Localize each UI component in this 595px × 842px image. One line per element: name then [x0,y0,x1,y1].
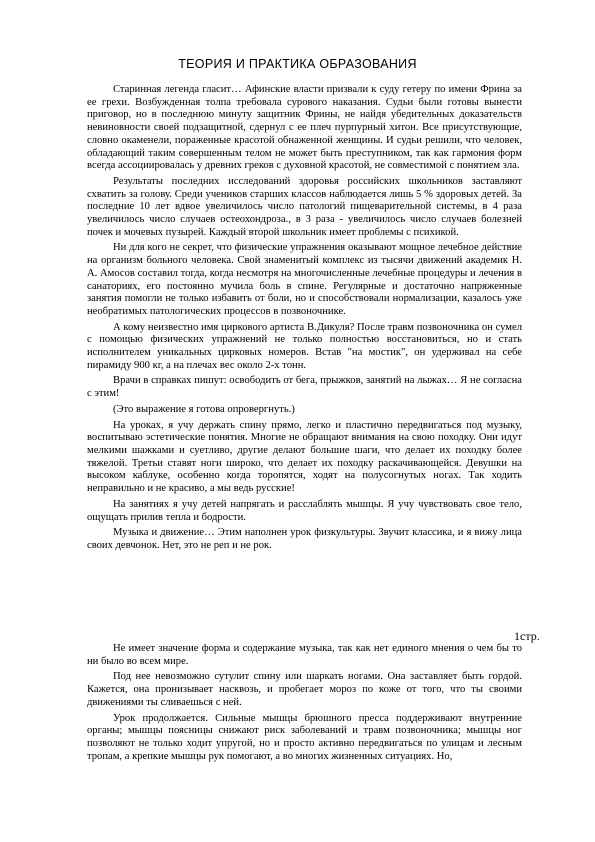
paragraph-refute: (Это выражение я готова опровергнуть.) [113,403,295,415]
page-title: ТЕОРИЯ И ПРАКТИКА ОБРАЗОВАНИЯ [178,57,417,71]
paragraph-posture: Под нее невозможно сутулит спину или шаркать ногами. Она заставляет быть гордой. Кажется, она пронизывает насквозь, и пробегает мороз по коже от того, что ты своими движениями ты сливаешься с ней. [87,671,522,708]
paragraph-doctors: Врачи в справках пишут: освободить от бега, прыжков, занятий на лыжах… Я не согласна с этим! [87,375,522,400]
page-number: 1стр. [514,629,540,643]
text-block-main [87,84,522,556]
paragraph-legend: Старинная легенда гласит… Афинские власти призвали к суду гетеру по имени Фрина за ее грехи. Возбужденная толпа требовала сурового наказания. Судьи были готовы вынести приговор, но в последнюю минуту защитник Фрины, не найдя убедительных доказательств невиновности своей подзащитной, сдернул с ее плеч пурпурный хитон. Все присутствующие, словно окаменели, пораженные красотой обнаженной женщины. И судьи решили, что человек, обладающий таким совершенным телом не может быть преступником, так как гармония форм всегда ассоциировалась у древних греков с духовной красотой, не совместимой с понятием зла. [87,84,522,172]
paragraph-music: Музыка и движение… Этим наполнен урок физкультуры. Звучит классика, и я вижу лица своих девчонок. Нет, это не реп и не рок. [87,527,522,551]
paragraph-music-form: Не имеет значение форма и содержание музыка, так как нет единого мнения о чем бы то ни было во всем мире. [87,643,522,667]
paragraph-muscles: На занятиях я учу детей напрягать и расслаблять мышцы. Я учу чувствовать свое тело, ощущать прилив тепла и бодрости. [87,498,522,523]
paragraph-amosov: Ни для кого не секрет, что физические упражнения оказывают мощное лечебное действие на организм больного человека. Свой знаменитый комплекс из тысячи движений академик Н. А. Амосов составил тогда, когда несмотря на многочисленные лечебные процедуры и лечения в санаториях, его постоянно мучила боль в спине. Регулярные и достаточно напряженные занятия помогли не только избавить от боли, но и способствовали нормализации, казалось уже необратимых патологических процессов в позвоночнике. [87,242,522,317]
text-block-continued [87,643,522,766]
paragraph-dikul: А кому неизвестно имя циркового артиста В.Дикуля? После травм позвоночника он сумел с помощью физических упражнений не только полностью восстановиться, но и стать исполнителем уникальных цирковых номеров. Встав "на мостик", он удерживал на себе пирамиду 900 кг, а на плечах вес около 2-х тонн. [87,321,522,371]
paragraph-research: Результаты последних исследований здоровья российских школьников заставляют схватить за голову. Среди учеников старших классов наблюдается лишь 5 % здоровых детей. За последние 10 лет вдвое увеличилось число патологий пищеварительной системы, в 4 раза увеличилось число случаев остеохондроза., в 3 раза - увеличилось число случаев болезней почек и мочевых пузырей. Каждый второй школьник имеет проблемы с психикой. [87,175,522,238]
paragraph-lesson-continues: Урок продолжается. Сильные мышцы брюшного пресса поддерживают внутренние органы; мышцы поясницы снижают риск заболеваний и травм позвоночника; мышцы ног позволяют не только ходит упругой, но и просто активно передвигаться по улицам и лесным тропам, а крепкие мышцы рук помогают, а во многих жизненных ситуациях. Но, [87,712,522,762]
paragraph-lessons: На уроках, я учу держать спину прямо, легко и пластично передвигаться под музыку, воспитываю эстетические понятия. Многие не обращают внимания на свою походку. Они идут мелкими шажками и суетливо, другие делают большие шаги, что делает их походку более тяжелой. Третьи ставят ноги широко, что делает их походку раскачивающейся. Девушки на высоком каблуке, особенно когда торопятся, ходят на полусогнутых ногах. Так ходить неправильно и не красиво, а мы ведь русские! [87,419,522,495]
